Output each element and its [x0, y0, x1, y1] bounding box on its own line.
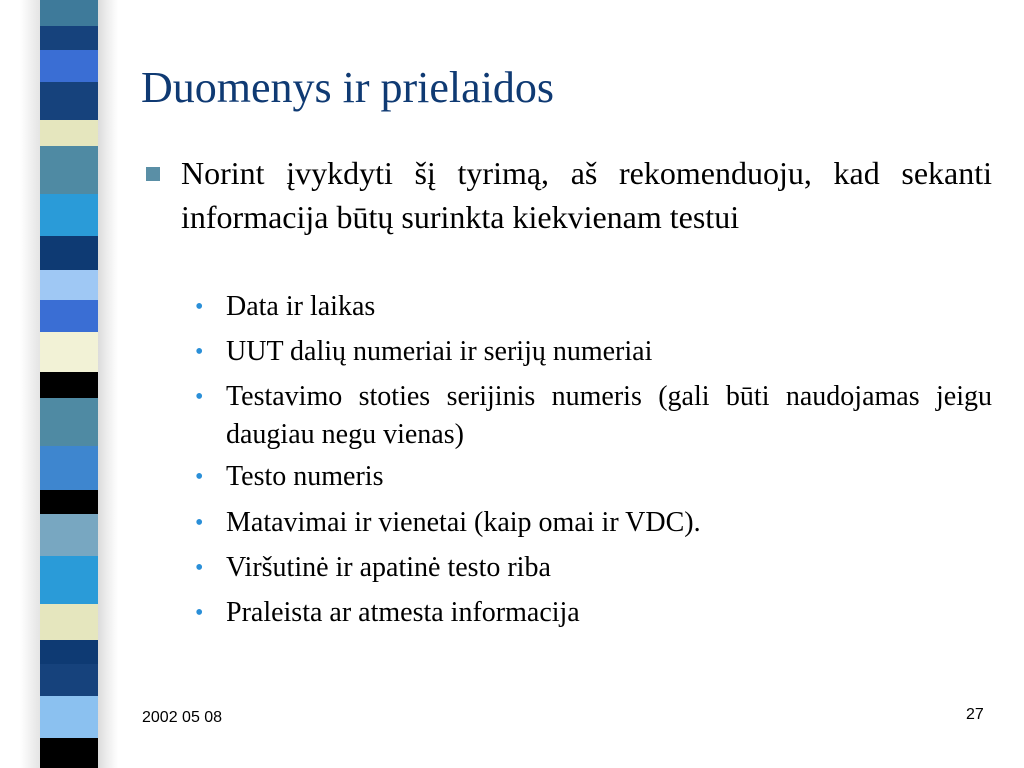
stripe-segment: [40, 82, 98, 120]
stripe-segment: [40, 236, 98, 270]
list-item: [195, 458, 992, 496]
stripe-segment: [40, 26, 98, 50]
list-item: [195, 549, 992, 587]
dot-bullet-icon: •: [195, 339, 204, 365]
stripe-segment: [40, 332, 98, 372]
list-item-text: Testavimo stoties serijinis numeris (gali būti naudojamas jeigu daugiau negu vienas): [226, 381, 992, 450]
stripe-segment: [40, 120, 98, 146]
stripe-segment: [40, 372, 98, 398]
stripe-segment: [40, 664, 98, 696]
slide-title: Duomenys ir prielaidos: [141, 63, 555, 112]
dot-bullet-icon: •: [195, 555, 204, 581]
decorative-stripe: [40, 0, 98, 768]
list-item-text: Praleista ar atmesta informacija: [226, 597, 580, 628]
stripe-segment: [40, 490, 98, 514]
list-item: [195, 594, 992, 632]
stripe-segment: [40, 50, 98, 82]
stripe-segment: [40, 446, 98, 490]
list-item: [195, 288, 992, 326]
list-item-text: UUT dalių numeriai ir serijų numeriai: [226, 336, 653, 367]
stripe-segment: [40, 270, 98, 300]
stripe-segment: [40, 0, 98, 26]
square-bullet-icon: [146, 167, 160, 181]
list-item-text: Viršutinė ir apatinė testo riba: [226, 552, 551, 583]
stripe-segment: [40, 696, 98, 738]
stripe-segment: [40, 398, 98, 446]
stripe-segment: [40, 146, 98, 194]
stripe-segment: [40, 604, 98, 640]
stripe-segment: [40, 640, 98, 664]
dot-bullet-icon: •: [195, 600, 204, 626]
footer-date: 2002 05 08: [142, 709, 223, 726]
dot-bullet-icon: •: [195, 294, 204, 320]
stripe-segment: [40, 738, 98, 768]
page-number: 27: [966, 706, 984, 723]
dot-bullet-icon: •: [195, 384, 204, 410]
intro-paragraph: Norint įvykdyti šį tyrimą, aš rekomenduoju, kad sekanti informacija būtų surinkta kiekvienam testui: [181, 155, 992, 235]
dot-bullet-icon: •: [195, 510, 204, 536]
list-item-text: Data ir laikas: [226, 291, 376, 322]
list-item-text: Matavimai ir vienetai (kaip omai ir VDC).: [226, 507, 701, 538]
stripe-segment: [40, 514, 98, 556]
stripe-segment: [40, 194, 98, 236]
stripe-segment: [40, 300, 98, 332]
list-item: [195, 504, 992, 542]
list-item: [195, 333, 992, 371]
dot-bullet-icon: •: [195, 464, 204, 490]
list-item: [195, 378, 992, 454]
stripe-segment: [40, 556, 98, 604]
list-item-text: Testo numeris: [226, 461, 384, 492]
